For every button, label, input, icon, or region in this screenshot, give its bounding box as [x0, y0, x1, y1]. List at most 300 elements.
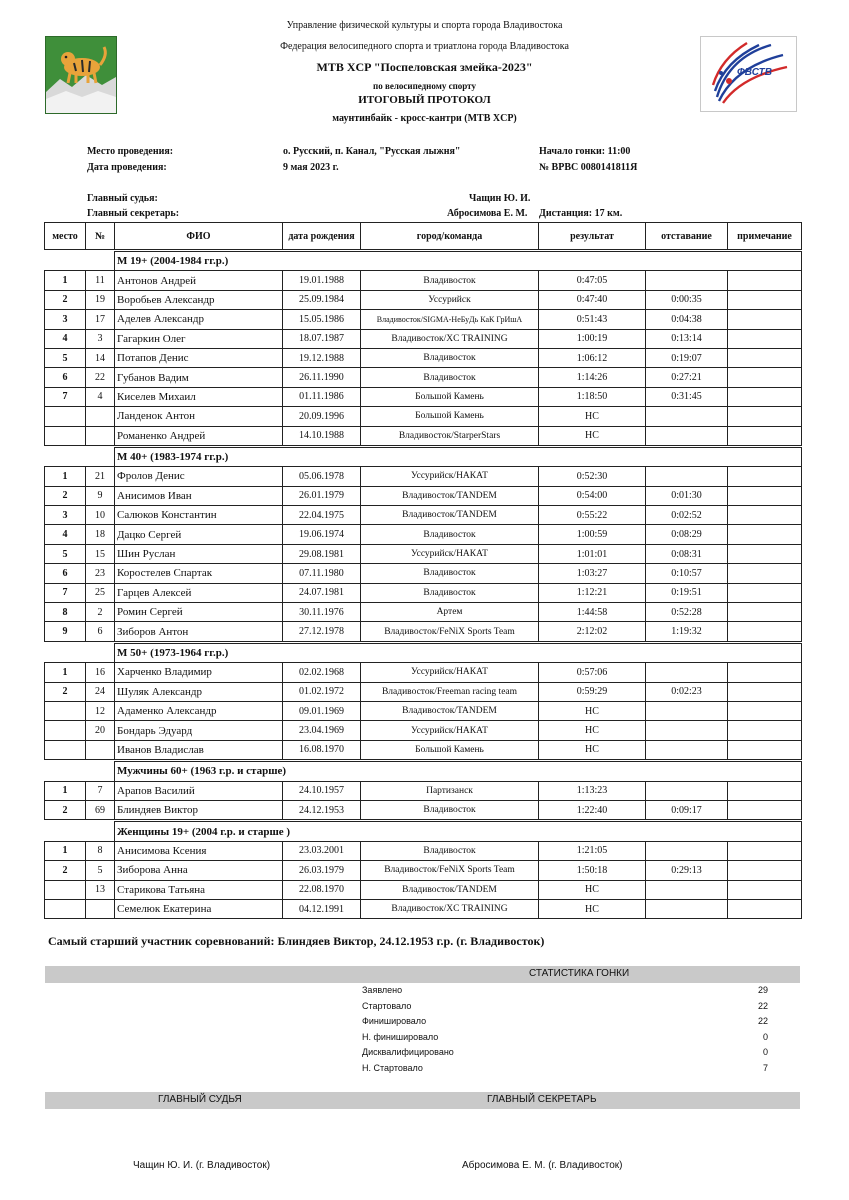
birthdate-cell: 29.08.1981: [283, 544, 361, 563]
gap-cell: 0:31:45: [646, 387, 728, 406]
birthdate-cell: 18.07.1987: [283, 329, 361, 348]
table-row: [45, 663, 802, 682]
team-cell: Владивосток: [361, 583, 539, 602]
gap-cell: 1:19:32: [646, 622, 728, 641]
number-cell: 6: [86, 622, 115, 641]
name-cell: Зиборова Анна: [115, 861, 283, 880]
place-cell: [45, 701, 86, 720]
number-cell: 18: [86, 525, 115, 544]
birthdate-cell: 02.02.1968: [283, 663, 361, 682]
number-cell: 25: [86, 583, 115, 602]
result-cell: 1:14:26: [539, 368, 646, 387]
table-row: [45, 271, 802, 290]
birthdate-cell: 24.10.1957: [283, 781, 361, 800]
gap-cell: [646, 781, 728, 800]
birthdate-cell: 04.12.1991: [283, 899, 361, 918]
number-cell: 20: [86, 721, 115, 740]
group-header-row: [45, 822, 802, 841]
note-cell: [728, 740, 802, 759]
gap-cell: [646, 880, 728, 899]
name-cell: Аделев Александр: [115, 310, 283, 329]
table-row: [45, 368, 802, 387]
place-cell: 1: [45, 781, 86, 800]
number-cell: 3: [86, 329, 115, 348]
table-row: [45, 348, 802, 367]
place-cell: 2: [45, 290, 86, 309]
birthdate-cell: 19.01.1988: [283, 271, 361, 290]
gap-cell: [646, 663, 728, 682]
table-row: [45, 564, 802, 583]
name-cell: Киселев Михаил: [115, 387, 283, 406]
table-row: [45, 329, 802, 348]
gap-cell: [646, 841, 728, 860]
col-result: результат: [539, 223, 646, 250]
table-row: [45, 781, 802, 800]
number-cell: 11: [86, 271, 115, 290]
table-row: [45, 310, 802, 329]
gap-cell: 0:19:51: [646, 583, 728, 602]
federation-logo: [700, 36, 797, 112]
note-cell: [728, 721, 802, 740]
gap-cell: [646, 721, 728, 740]
team-cell: Владивосток: [361, 271, 539, 290]
note-cell: [728, 506, 802, 525]
vrvs-number: № ВРВС 0080141811Я: [539, 162, 638, 173]
note-cell: [728, 387, 802, 406]
group-title: М 19+ (2004-1984 гг.р.): [115, 252, 802, 271]
place-cell: [45, 899, 86, 918]
result-cell: 0:47:05: [539, 271, 646, 290]
result-cell: 1:01:01: [539, 544, 646, 563]
team-cell: Владивосток/FeNiX Sports Team: [361, 622, 539, 641]
group-blank-cell: [45, 643, 115, 662]
team-cell: Владивосток/XC TRAINING: [361, 899, 539, 918]
name-cell: Ромин Сергей: [115, 603, 283, 622]
result-cell: НС: [539, 740, 646, 759]
name-cell: Старикова Татьяна: [115, 880, 283, 899]
number-cell: [86, 899, 115, 918]
name-cell: Бондарь Эдуард: [115, 721, 283, 740]
birthdate-cell: 23.04.1969: [283, 721, 361, 740]
result-cell: НС: [539, 426, 646, 445]
stat-label: Заявлено: [362, 985, 403, 995]
discipline: маунтинбайк - кросс-кантри (МТВ XCP): [332, 113, 517, 124]
birthdate-cell: 01.02.1972: [283, 682, 361, 701]
result-cell: 1:00:19: [539, 329, 646, 348]
result-cell: 0:52:30: [539, 467, 646, 486]
stat-label: Н. финишировало: [362, 1031, 439, 1042]
note-cell: [728, 486, 802, 505]
results-body: [45, 250, 802, 919]
place-cell: 6: [45, 368, 86, 387]
result-cell: 1:44:58: [539, 603, 646, 622]
place-cell: 8: [45, 603, 86, 622]
group-title: Женщины 19+ (2004 г.р. и старше ): [115, 822, 802, 841]
sport-line: по велосипедному спорту: [373, 81, 476, 91]
table-row: [45, 682, 802, 701]
place-cell: 2: [45, 800, 86, 819]
birthdate-cell: 30.11.1976: [283, 603, 361, 622]
number-cell: 4: [86, 387, 115, 406]
number-cell: 9: [86, 486, 115, 505]
note-cell: [728, 271, 802, 290]
name-cell: Губанов Вадим: [115, 368, 283, 387]
team-cell: Уссурийск/НАКАТ: [361, 544, 539, 563]
birthdate-cell: 05.06.1978: [283, 467, 361, 486]
team-cell: Владивосток/TANDEM: [361, 880, 539, 899]
team-cell: Уссурийск/НАКАТ: [361, 663, 539, 682]
gap-cell: 0:08:29: [646, 525, 728, 544]
team-cell: Партизанск: [361, 781, 539, 800]
group-title: М 40+ (1983-1974 гг.р.): [115, 447, 802, 466]
org-line-1: Управление физической культуры и спорта города Владивостока: [286, 20, 563, 31]
group-header-row: [45, 447, 802, 466]
team-cell: Уссурийск/НАКАТ: [361, 467, 539, 486]
stats-title: СТАТИСТИКА ГОНКИ: [529, 968, 630, 979]
gap-cell: [646, 407, 728, 426]
place-cell: [45, 426, 86, 445]
gap-cell: 0:09:17: [646, 800, 728, 819]
group-blank-cell: [45, 822, 115, 841]
table-row: [45, 800, 802, 819]
place-cell: 9: [45, 622, 86, 641]
number-cell: 12: [86, 701, 115, 720]
team-cell: Владивосток: [361, 841, 539, 860]
number-cell: [86, 426, 115, 445]
number-cell: 15: [86, 544, 115, 563]
venue-label: Место проведения:: [87, 146, 174, 157]
judge-value: Чащин Ю. И.: [469, 193, 531, 204]
place-cell: 2: [45, 861, 86, 880]
place-cell: [45, 740, 86, 759]
col-team: город/команда: [361, 223, 539, 250]
birthdate-cell: 24.12.1953: [283, 800, 361, 819]
table-row: [45, 467, 802, 486]
name-cell: Шин Руслан: [115, 544, 283, 563]
team-cell: Владивосток: [361, 368, 539, 387]
number-cell: 14: [86, 348, 115, 367]
birthdate-cell: 22.04.1975: [283, 506, 361, 525]
stat-value: 22: [757, 1016, 768, 1027]
group-blank-cell: [45, 447, 115, 466]
result-cell: 1:13:23: [539, 781, 646, 800]
name-cell: Анисимова Ксения: [115, 841, 283, 860]
place-cell: 5: [45, 544, 86, 563]
name-cell: Шуляк Александр: [115, 682, 283, 701]
result-cell: 1:22:40: [539, 800, 646, 819]
secretary-value: Абросимова Е. М.: [447, 208, 528, 219]
table-row: [45, 701, 802, 720]
place-cell: 2: [45, 682, 86, 701]
table-row: [45, 899, 802, 918]
table-row: [45, 407, 802, 426]
gap-cell: 0:10:57: [646, 564, 728, 583]
note-cell: [728, 525, 802, 544]
name-cell: Анисимов Иван: [115, 486, 283, 505]
name-cell: Адаменко Александр: [115, 701, 283, 720]
team-cell: Владивосток: [361, 564, 539, 583]
stat-label: Финишировало: [362, 1016, 427, 1027]
city-coat-of-arms-logo: [45, 36, 117, 114]
gap-cell: 0:13:14: [646, 329, 728, 348]
birthdate-cell: 14.10.1988: [283, 426, 361, 445]
gap-cell: 0:29:13: [646, 861, 728, 880]
place-cell: 3: [45, 310, 86, 329]
result-cell: 1:21:05: [539, 841, 646, 860]
col-gap: отставание: [646, 223, 728, 250]
result-cell: 0:57:06: [539, 663, 646, 682]
number-cell: 69: [86, 800, 115, 819]
number-cell: 24: [86, 682, 115, 701]
birthdate-cell: 27.12.1978: [283, 622, 361, 641]
place-cell: 6: [45, 564, 86, 583]
gap-cell: 0:02:52: [646, 506, 728, 525]
signature-bar: [45, 1092, 800, 1109]
note-cell: [728, 467, 802, 486]
place-cell: 1: [45, 663, 86, 682]
place-cell: 7: [45, 387, 86, 406]
team-cell: Уссурийск/НАКАТ: [361, 721, 539, 740]
stat-value: 7: [762, 1063, 768, 1073]
place-cell: 1: [45, 841, 86, 860]
table-row: [45, 861, 802, 880]
team-cell: Большой Камень: [361, 407, 539, 426]
stats-bar: [45, 966, 800, 983]
gap-cell: 0:02:23: [646, 682, 728, 701]
distance: Дистанция: 17 км.: [539, 208, 623, 219]
gap-cell: [646, 426, 728, 445]
federation-logo-text: ФВСТВ: [737, 67, 772, 78]
table-row: [45, 544, 802, 563]
place-cell: 1: [45, 271, 86, 290]
note-cell: [728, 701, 802, 720]
place-cell: 7: [45, 583, 86, 602]
name-cell: Арапов Василий: [115, 781, 283, 800]
stat-label: Н. Стартовало: [362, 1063, 423, 1073]
note-cell: [728, 622, 802, 641]
table-row: [45, 740, 802, 759]
result-cell: 0:51:43: [539, 310, 646, 329]
birthdate-cell: 26.11.1990: [283, 368, 361, 387]
stat-value: 29: [757, 985, 768, 995]
place-cell: [45, 880, 86, 899]
note-cell: [728, 368, 802, 387]
team-cell: Уссурийск: [361, 290, 539, 309]
col-note: примечание: [728, 223, 802, 250]
table-row: [45, 426, 802, 445]
note-cell: [728, 841, 802, 860]
result-cell: 2:12:02: [539, 622, 646, 641]
name-cell: Фролов Денис: [115, 467, 283, 486]
group-title: Мужчины 60+ (1963 г.р. и старше): [115, 762, 802, 781]
result-cell: 1:06:12: [539, 348, 646, 367]
result-cell: 1:00:59: [539, 525, 646, 544]
race-start: Начало гонки: 11:00: [539, 146, 631, 157]
gap-cell: [646, 701, 728, 720]
col-name: ФИО: [115, 223, 283, 250]
table-row: [45, 486, 802, 505]
gap-cell: [646, 899, 728, 918]
note-cell: [728, 290, 802, 309]
team-cell: Большой Камень: [361, 387, 539, 406]
result-cell: НС: [539, 899, 646, 918]
col-number: №: [86, 223, 115, 250]
birthdate-cell: 23.03.2001: [283, 841, 361, 860]
note-cell: [728, 781, 802, 800]
place-cell: 5: [45, 348, 86, 367]
name-cell: Гагаркин Олег: [115, 329, 283, 348]
team-cell: Владивосток/SIGMA-НеБуДь КаК ГрИшА: [361, 310, 539, 329]
secretary-label: Главный секретарь:: [87, 208, 180, 219]
team-cell: Владивосток/StarperStars: [361, 426, 539, 445]
stat-label: Стартовало: [362, 1000, 412, 1011]
place-cell: 2: [45, 486, 86, 505]
note-cell: [728, 682, 802, 701]
team-cell: Владивосток/Freeman racing team: [361, 682, 539, 701]
team-cell: Владивосток/TANDEM: [361, 701, 539, 720]
note-cell: [728, 861, 802, 880]
table-row: [45, 290, 802, 309]
table-header-row: [45, 223, 802, 250]
birthdate-cell: 26.01.1979: [283, 486, 361, 505]
judge-label: Главный судья:: [87, 193, 158, 204]
table-row: [45, 841, 802, 860]
name-cell: Салюков Константин: [115, 506, 283, 525]
birthdate-cell: 16.08.1970: [283, 740, 361, 759]
name-cell: Харченко Владимир: [115, 663, 283, 682]
name-cell: Коростелев Спартак: [115, 564, 283, 583]
team-cell: Владивосток: [361, 800, 539, 819]
birthdate-cell: 01.11.1986: [283, 387, 361, 406]
number-cell: 10: [86, 506, 115, 525]
team-cell: Владивосток: [361, 348, 539, 367]
team-cell: Владивосток/FeNiX Sports Team: [361, 861, 539, 880]
oldest-participant: Самый старший участник соревнований: Блиндяев Виктор, 24.12.1953 г.р. (г. Владивосток): [48, 934, 545, 948]
name-cell: Воробьев Александр: [115, 290, 283, 309]
result-cell: 1:50:18: [539, 861, 646, 880]
result-cell: НС: [539, 880, 646, 899]
place-cell: [45, 407, 86, 426]
place-cell: 4: [45, 525, 86, 544]
result-cell: НС: [539, 721, 646, 740]
name-cell: Романенко Андрей: [115, 426, 283, 445]
note-cell: [728, 880, 802, 899]
table-row: [45, 583, 802, 602]
gap-cell: 0:08:31: [646, 544, 728, 563]
venue-value: о. Русский, п. Канал, "Русская лыжня": [283, 146, 461, 157]
date-value: 9 мая 2023 г.: [283, 162, 339, 173]
gap-cell: [646, 467, 728, 486]
team-cell: Владивосток/XC TRAINING: [361, 329, 539, 348]
number-cell: 19: [86, 290, 115, 309]
group-header-row: [45, 643, 802, 662]
table-row: [45, 603, 802, 622]
note-cell: [728, 407, 802, 426]
group-header-row: [45, 252, 802, 271]
name-cell: Антонов Андрей: [115, 271, 283, 290]
table-row: [45, 525, 802, 544]
number-cell: 21: [86, 467, 115, 486]
name-cell: Гарцев Алексей: [115, 583, 283, 602]
table-row: [45, 622, 802, 641]
number-cell: [86, 740, 115, 759]
birthdate-cell: 22.08.1970: [283, 880, 361, 899]
name-cell: Потапов Денис: [115, 348, 283, 367]
note-cell: [728, 899, 802, 918]
birthdate-cell: 24.07.1981: [283, 583, 361, 602]
col-birthdate: дата рождения: [283, 223, 361, 250]
gap-cell: [646, 740, 728, 759]
stat-label: Дисквалифицировано: [362, 1047, 454, 1058]
name-cell: Иванов Владислав: [115, 740, 283, 759]
note-cell: [728, 564, 802, 583]
name-cell: Зиборов Антон: [115, 622, 283, 641]
name-cell: Семелюк Екатерина: [115, 899, 283, 918]
note-cell: [728, 800, 802, 819]
place-cell: 3: [45, 506, 86, 525]
secretary-title: ГЛАВНЫЙ СЕКРЕТАРЬ: [487, 1094, 597, 1105]
gap-cell: 0:00:35: [646, 290, 728, 309]
result-cell: 1:03:27: [539, 564, 646, 583]
note-cell: [728, 310, 802, 329]
birthdate-cell: 15.05.1986: [283, 310, 361, 329]
birthdate-cell: 19.06.1974: [283, 525, 361, 544]
group-blank-cell: [45, 762, 115, 781]
number-cell: 7: [86, 781, 115, 800]
table-row: [45, 721, 802, 740]
note-cell: [728, 663, 802, 682]
table-row: [45, 506, 802, 525]
results-table: [44, 222, 802, 919]
gap-cell: 0:19:07: [646, 348, 728, 367]
result-cell: НС: [539, 407, 646, 426]
birthdate-cell: 09.01.1969: [283, 701, 361, 720]
number-cell: 22: [86, 368, 115, 387]
gap-cell: [646, 271, 728, 290]
date-label: Дата проведения:: [87, 162, 167, 173]
result-cell: 0:59:29: [539, 682, 646, 701]
team-cell: Артем: [361, 603, 539, 622]
team-cell: Большой Камень: [361, 740, 539, 759]
gap-cell: 0:04:38: [646, 310, 728, 329]
place-cell: 4: [45, 329, 86, 348]
birthdate-cell: 26.03.1979: [283, 861, 361, 880]
org-line-2: Федерация велосипедного спорта и триатлона города Владивостока: [280, 41, 569, 52]
team-cell: Владивосток/TANDEM: [361, 486, 539, 505]
doc-type: ИТОГОВЫЙ ПРОТОКОЛ: [358, 94, 491, 106]
birthdate-cell: 20.09.1996: [283, 407, 361, 426]
judge-signature-name: Чащин Ю. И. (г. Владивосток): [133, 1160, 271, 1171]
team-cell: Владивосток/TANDEM: [361, 506, 539, 525]
table-row: [45, 387, 802, 406]
team-cell: Владивосток: [361, 525, 539, 544]
note-cell: [728, 348, 802, 367]
number-cell: 13: [86, 880, 115, 899]
note-cell: [728, 544, 802, 563]
number-cell: 5: [86, 861, 115, 880]
col-place: место: [45, 223, 86, 250]
secretary-signature-name: Абросимова Е. М. (г. Владивосток): [462, 1160, 623, 1171]
number-cell: 23: [86, 564, 115, 583]
tiger-icon: [46, 37, 116, 113]
number-cell: [86, 407, 115, 426]
place-cell: 1: [45, 467, 86, 486]
judge-title: ГЛАВНЫЙ СУДЬЯ: [158, 1094, 242, 1105]
number-cell: 8: [86, 841, 115, 860]
birthdate-cell: 25.09.1984: [283, 290, 361, 309]
result-cell: 1:12:21: [539, 583, 646, 602]
result-cell: 0:54:00: [539, 486, 646, 505]
